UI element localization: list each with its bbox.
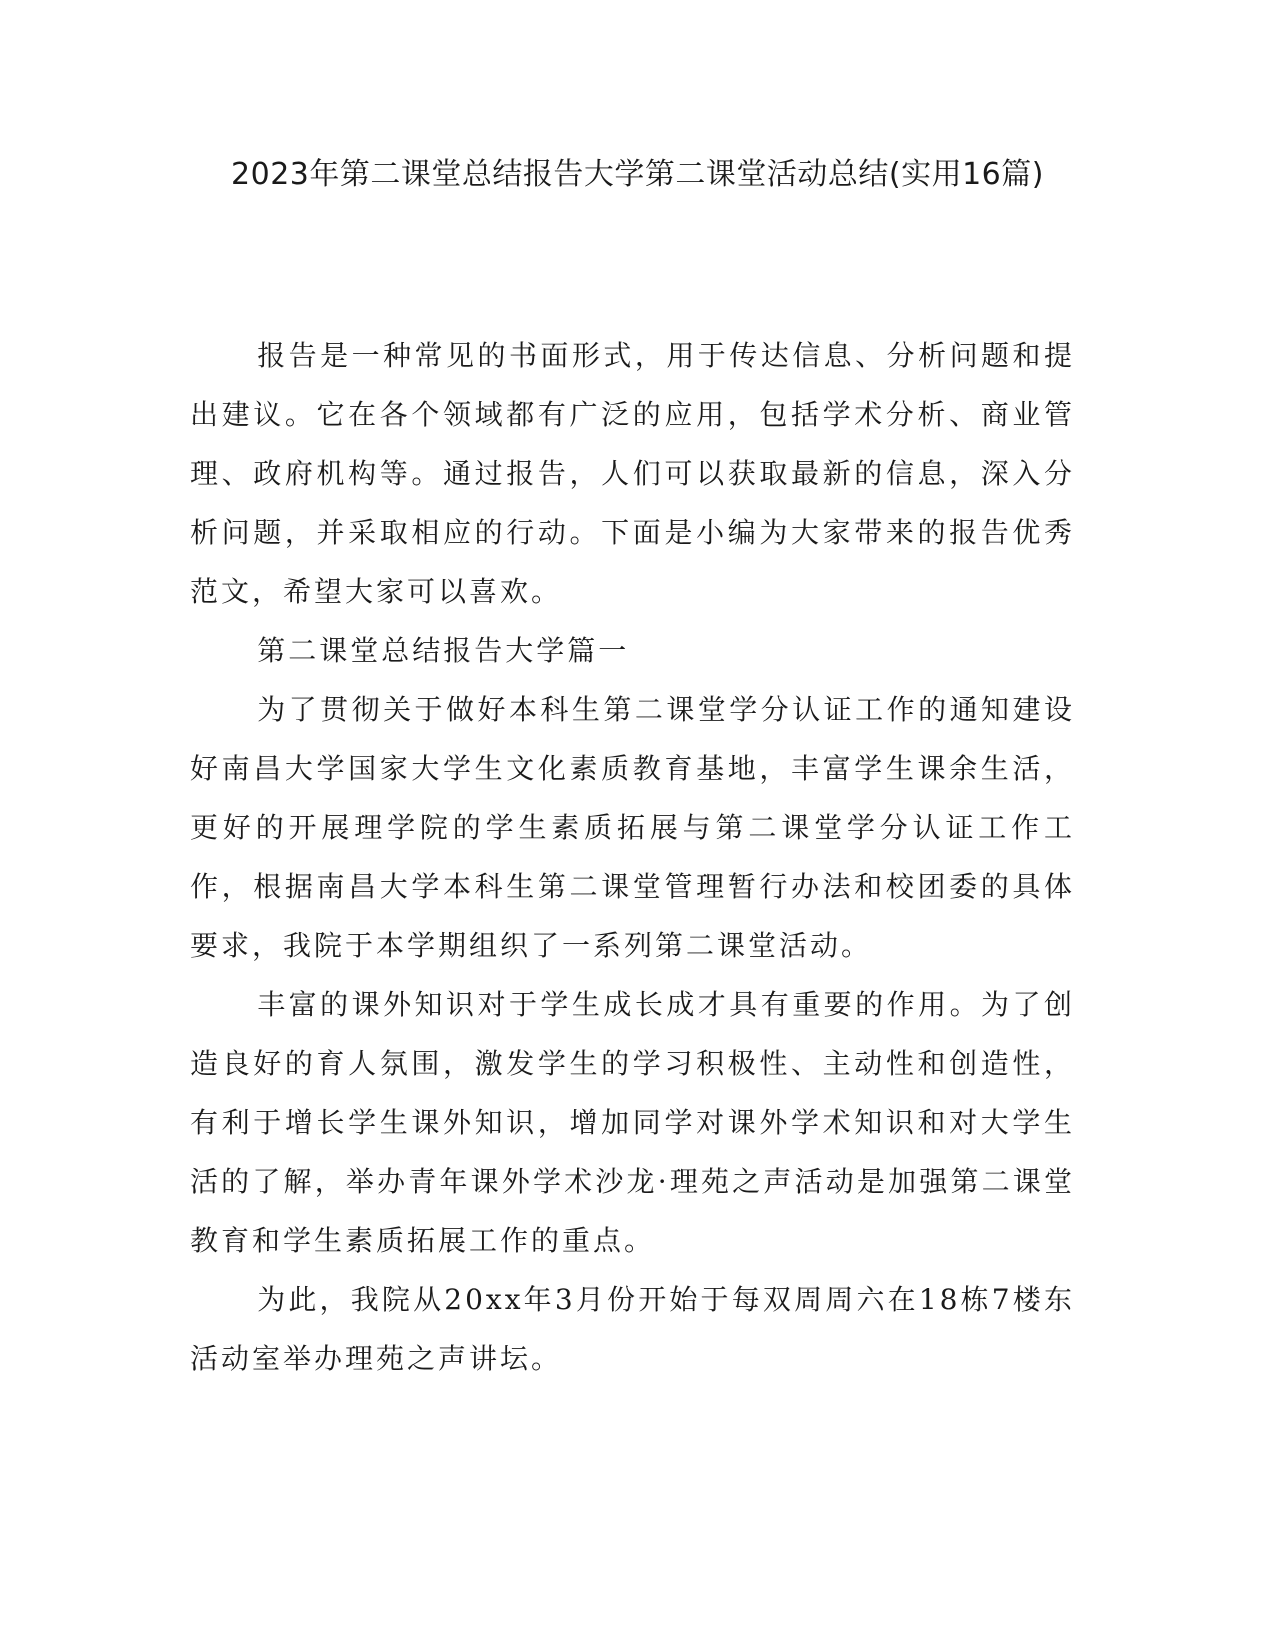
body-paragraph: 为此，我院从20xx年3月份开始于每双周周六在18栋7楼东活动室举办理苑之声讲坛。	[190, 1283, 1075, 1375]
body-paragraph: 丰富的课外知识对于学生成长成才具有重要的作用。为了创造良好的育人氛围，激发学生的学习积极性、主动性和创造性，有利于增长学生课外知识，增加同学对课外学术知识和对大学生活的了解，举办青年课外学术沙龙·理苑之声活动是加强第二课堂教育和学生素质拓展工作的重点。	[190, 988, 1075, 1257]
intro-paragraph: 报告是一种常见的书面形式，用于传达信息、分析问题和提出建议。它在各个领域都有广泛的应用，包括学术分析、商业管理、政府机构等。通过报告，人们可以获取最新的信息，深入分析问题，并采取相应的行动。下面是小编为大家带来的报告优秀范文，希望大家可以喜欢。	[190, 339, 1075, 608]
document-title: 2023年第二课堂总结报告大学第二课堂活动总结(实用16篇)	[231, 157, 1044, 192]
body-paragraph: 为了贯彻关于做好本科生第二课堂学分认证工作的通知建设好南昌大学国家大学生文化素质教育基地，丰富学生课余生活，更好的开展理学院的学生素质拓展与第二课堂学分认证工作工作，根据南昌大学本科生第二课堂管理暂行办法和校团委的具体要求，我院于本学期组织了一系列第二课堂活动。	[190, 693, 1075, 962]
document-body	[190, 326, 1075, 1388]
section-heading: 第二课堂总结报告大学篇一	[257, 634, 630, 667]
